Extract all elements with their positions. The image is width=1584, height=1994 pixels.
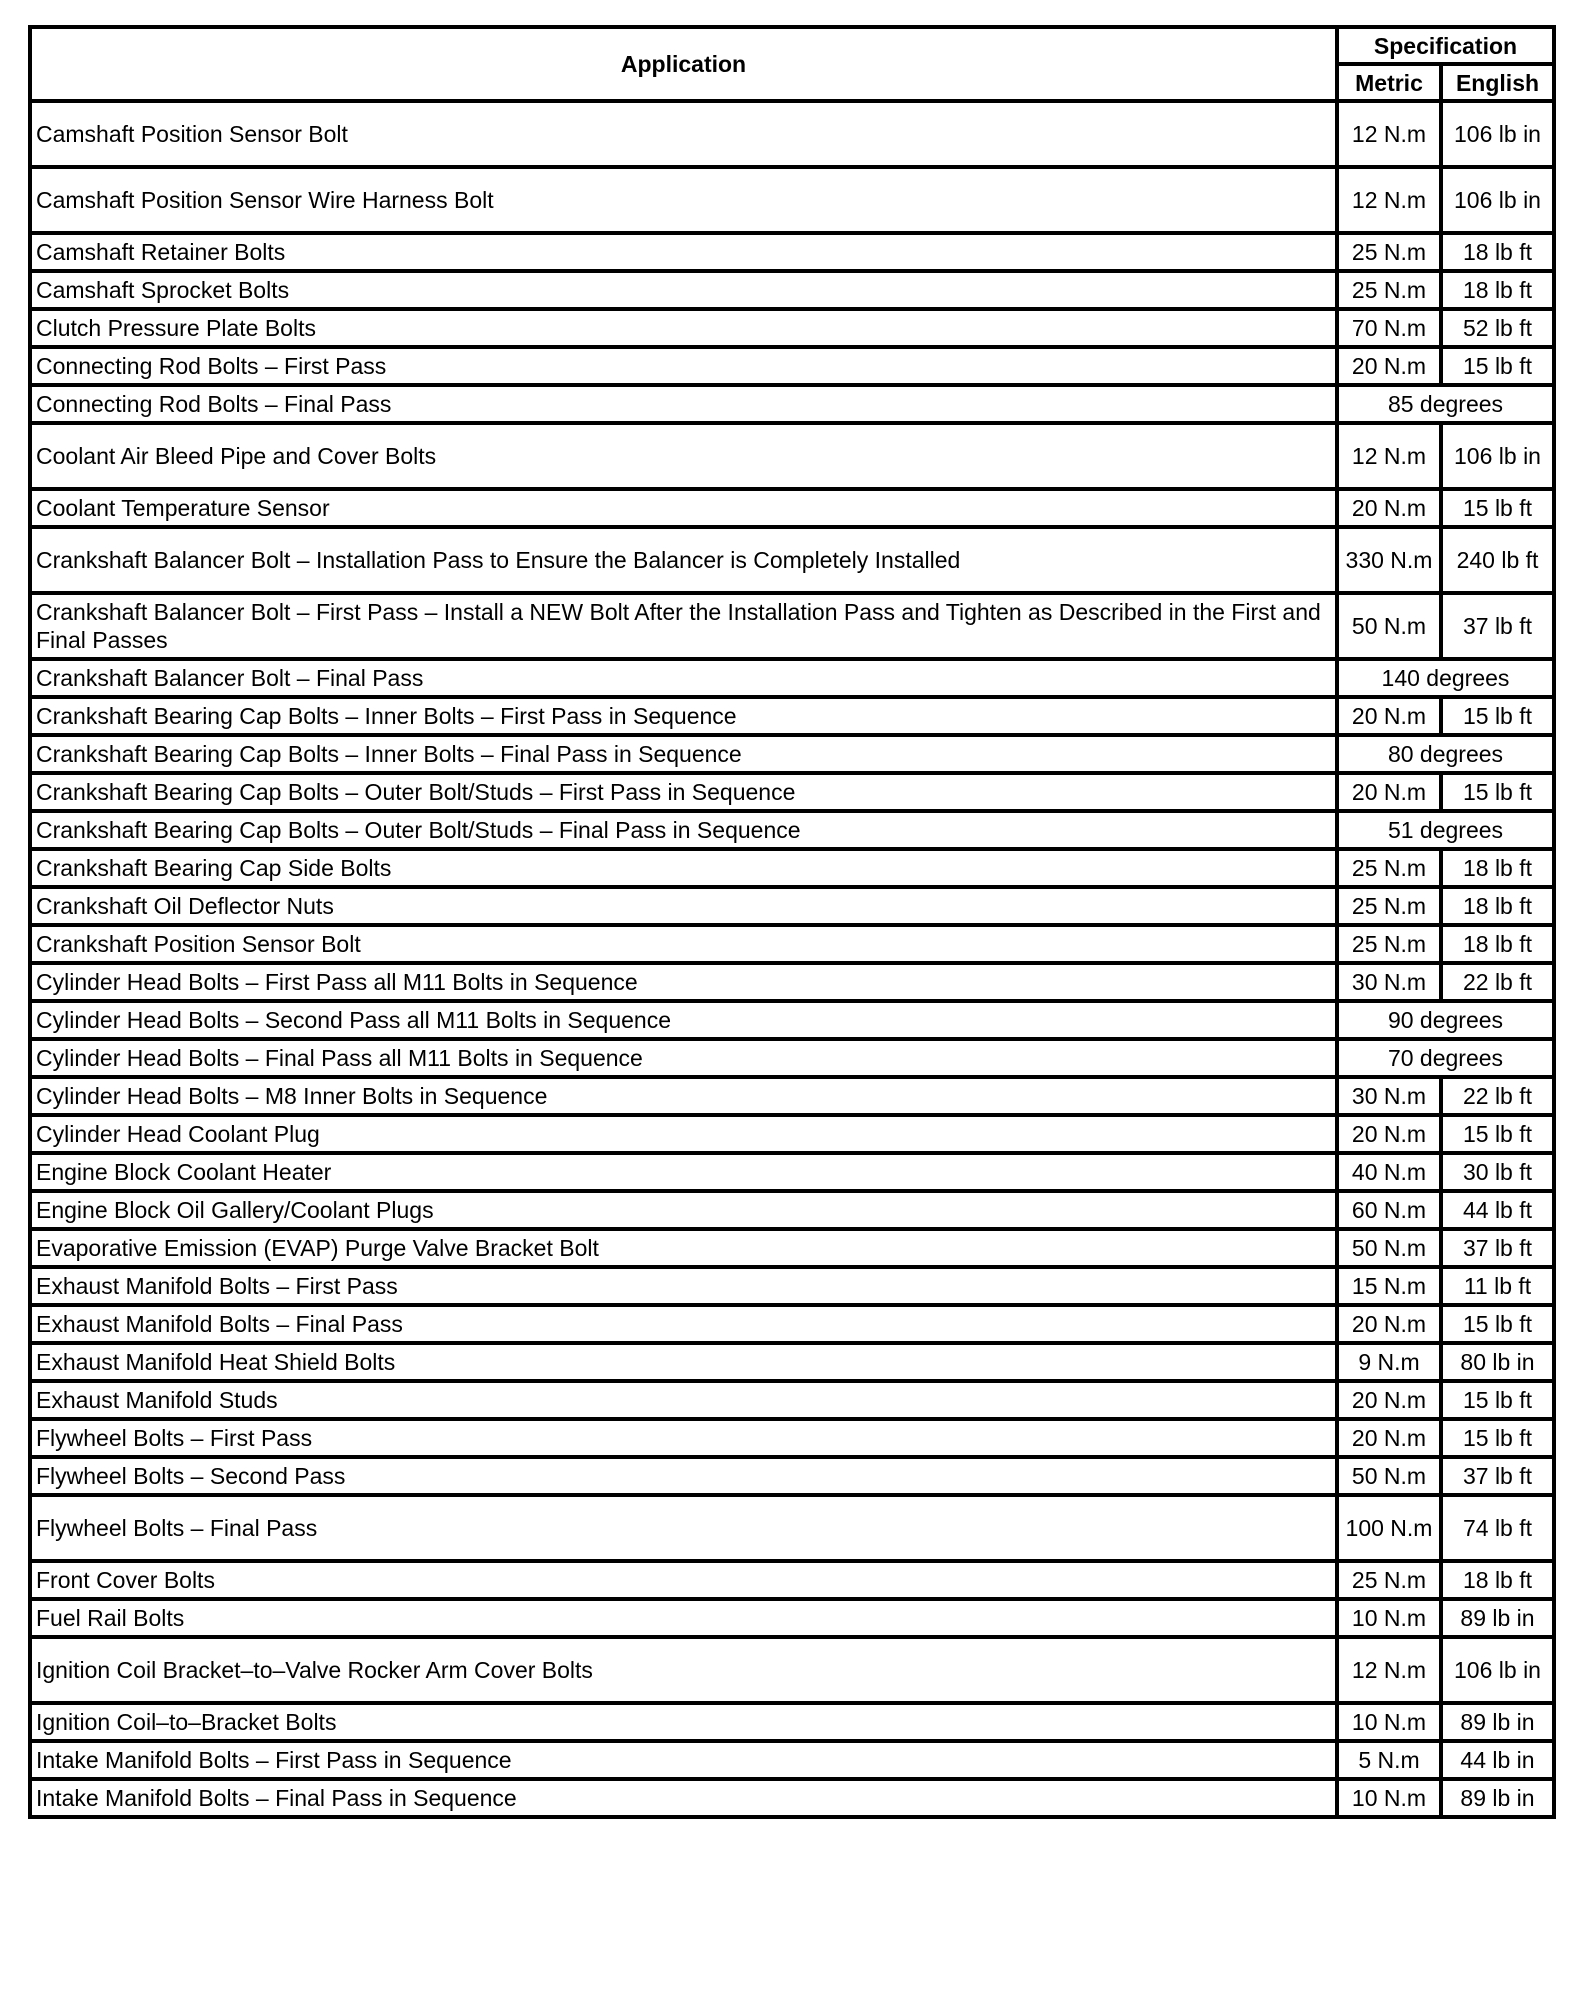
application-cell: Crankshaft Oil Deflector Nuts: [30, 887, 1337, 925]
metric-cell: 10 N.m: [1337, 1703, 1441, 1741]
metric-cell: 9 N.m: [1337, 1343, 1441, 1381]
metric-cell: 20 N.m: [1337, 1419, 1441, 1457]
table-row: [30, 1637, 1554, 1703]
english-cell: 15 lb ft: [1441, 1381, 1554, 1419]
metric-cell: 60 N.m: [1337, 1191, 1441, 1229]
metric-cell: 25 N.m: [1337, 1561, 1441, 1599]
english-cell: 30 lb ft: [1441, 1153, 1554, 1191]
metric-cell: 12 N.m: [1337, 1637, 1441, 1703]
metric-cell: 50 N.m: [1337, 593, 1441, 659]
metric-cell: 20 N.m: [1337, 489, 1441, 527]
metric-cell: 50 N.m: [1337, 1457, 1441, 1495]
application-cell: Crankshaft Bearing Cap Bolts – Inner Bolts – First Pass in Sequence: [30, 697, 1337, 735]
english-cell: 89 lb in: [1441, 1703, 1554, 1741]
table-row: [30, 1599, 1554, 1637]
table-row: [30, 385, 1554, 423]
table-row: [30, 735, 1554, 773]
table-row: [30, 773, 1554, 811]
torque-specification-table: [28, 25, 1556, 1819]
english-cell: 52 lb ft: [1441, 309, 1554, 347]
application-cell: Coolant Temperature Sensor: [30, 489, 1337, 527]
english-cell: 11 lb ft: [1441, 1267, 1554, 1305]
metric-cell: 15 N.m: [1337, 1267, 1441, 1305]
english-cell: 89 lb in: [1441, 1779, 1554, 1817]
english-cell: 80 lb in: [1441, 1343, 1554, 1381]
english-cell: 18 lb ft: [1441, 233, 1554, 271]
application-cell: Cylinder Head Bolts – Second Pass all M11 Bolts in Sequence: [30, 1001, 1337, 1039]
application-cell: Exhaust Manifold Studs: [30, 1381, 1337, 1419]
metric-cell: 10 N.m: [1337, 1599, 1441, 1637]
english-cell: 240 lb ft: [1441, 527, 1554, 593]
table-row: [30, 963, 1554, 1001]
english-cell: 15 lb ft: [1441, 1115, 1554, 1153]
application-cell: Crankshaft Balancer Bolt – Final Pass: [30, 659, 1337, 697]
header-application: Application: [30, 27, 1337, 101]
application-cell: Front Cover Bolts: [30, 1561, 1337, 1599]
header-english: English: [1441, 64, 1554, 101]
metric-cell: 40 N.m: [1337, 1153, 1441, 1191]
english-cell: 37 lb ft: [1441, 1229, 1554, 1267]
table-row: [30, 659, 1554, 697]
table-row: [30, 1191, 1554, 1229]
table-row: [30, 309, 1554, 347]
application-cell: Crankshaft Balancer Bolt – First Pass – Install a NEW Bolt After the Installation Pass and Tighten as Described in the First and Final Passes: [30, 593, 1337, 659]
application-cell: Camshaft Retainer Bolts: [30, 233, 1337, 271]
metric-cell: 330 N.m: [1337, 527, 1441, 593]
application-cell: Crankshaft Bearing Cap Side Bolts: [30, 849, 1337, 887]
application-cell: Cylinder Head Coolant Plug: [30, 1115, 1337, 1153]
table-row: [30, 1077, 1554, 1115]
application-cell: Camshaft Position Sensor Wire Harness Bolt: [30, 167, 1337, 233]
table-body: [30, 101, 1554, 1817]
table-row: [30, 1703, 1554, 1741]
table-row: [30, 527, 1554, 593]
english-cell: 15 lb ft: [1441, 773, 1554, 811]
metric-cell: 25 N.m: [1337, 925, 1441, 963]
metric-cell: 12 N.m: [1337, 423, 1441, 489]
application-cell: Ignition Coil–to–Bracket Bolts: [30, 1703, 1337, 1741]
table-row: [30, 1381, 1554, 1419]
application-cell: Exhaust Manifold Bolts – Final Pass: [30, 1305, 1337, 1343]
table-row: [30, 167, 1554, 233]
application-cell: Flywheel Bolts – Final Pass: [30, 1495, 1337, 1561]
angle-spec-cell: 90 degrees: [1337, 1001, 1554, 1039]
metric-cell: 25 N.m: [1337, 271, 1441, 309]
application-cell: Intake Manifold Bolts – First Pass in Sequence: [30, 1741, 1337, 1779]
metric-cell: 12 N.m: [1337, 167, 1441, 233]
header-specification: Specification: [1337, 27, 1554, 64]
metric-cell: 20 N.m: [1337, 773, 1441, 811]
application-cell: Exhaust Manifold Bolts – First Pass: [30, 1267, 1337, 1305]
english-cell: 89 lb in: [1441, 1599, 1554, 1637]
application-cell: Engine Block Coolant Heater: [30, 1153, 1337, 1191]
table-row: [30, 593, 1554, 659]
english-cell: 18 lb ft: [1441, 887, 1554, 925]
table-row: [30, 1267, 1554, 1305]
application-cell: Cylinder Head Bolts – Final Pass all M11 Bolts in Sequence: [30, 1039, 1337, 1077]
english-cell: 74 lb ft: [1441, 1495, 1554, 1561]
table-row: [30, 697, 1554, 735]
metric-cell: 20 N.m: [1337, 697, 1441, 735]
metric-cell: 20 N.m: [1337, 1305, 1441, 1343]
application-cell: Coolant Air Bleed Pipe and Cover Bolts: [30, 423, 1337, 489]
angle-spec-cell: 140 degrees: [1337, 659, 1554, 697]
application-cell: Engine Block Oil Gallery/Coolant Plugs: [30, 1191, 1337, 1229]
application-cell: Clutch Pressure Plate Bolts: [30, 309, 1337, 347]
application-cell: Cylinder Head Bolts – M8 Inner Bolts in Sequence: [30, 1077, 1337, 1115]
english-cell: 15 lb ft: [1441, 697, 1554, 735]
table-row: [30, 1561, 1554, 1599]
metric-cell: 25 N.m: [1337, 233, 1441, 271]
english-cell: 37 lb ft: [1441, 593, 1554, 659]
application-cell: Crankshaft Position Sensor Bolt: [30, 925, 1337, 963]
english-cell: 44 lb in: [1441, 1741, 1554, 1779]
application-cell: Camshaft Position Sensor Bolt: [30, 101, 1337, 167]
table-row: [30, 1457, 1554, 1495]
table-row: [30, 1001, 1554, 1039]
table-row: [30, 347, 1554, 385]
english-cell: 106 lb in: [1441, 423, 1554, 489]
english-cell: 15 lb ft: [1441, 347, 1554, 385]
header-metric: Metric: [1337, 64, 1441, 101]
english-cell: 18 lb ft: [1441, 925, 1554, 963]
english-cell: 18 lb ft: [1441, 1561, 1554, 1599]
table-row: [30, 925, 1554, 963]
application-cell: Flywheel Bolts – Second Pass: [30, 1457, 1337, 1495]
metric-cell: 30 N.m: [1337, 963, 1441, 1001]
table-row: [30, 423, 1554, 489]
metric-cell: 25 N.m: [1337, 887, 1441, 925]
table-row: [30, 1305, 1554, 1343]
metric-cell: 5 N.m: [1337, 1741, 1441, 1779]
english-cell: 44 lb ft: [1441, 1191, 1554, 1229]
metric-cell: 100 N.m: [1337, 1495, 1441, 1561]
table-row: [30, 1779, 1554, 1817]
english-cell: 22 lb ft: [1441, 963, 1554, 1001]
application-cell: Camshaft Sprocket Bolts: [30, 271, 1337, 309]
english-cell: 106 lb in: [1441, 1637, 1554, 1703]
application-cell: Cylinder Head Bolts – First Pass all M11 Bolts in Sequence: [30, 963, 1337, 1001]
metric-cell: 12 N.m: [1337, 101, 1441, 167]
angle-spec-cell: 70 degrees: [1337, 1039, 1554, 1077]
table-row: [30, 1115, 1554, 1153]
application-cell: Crankshaft Bearing Cap Bolts – Outer Bolt/Studs – First Pass in Sequence: [30, 773, 1337, 811]
english-cell: 37 lb ft: [1441, 1457, 1554, 1495]
english-cell: 18 lb ft: [1441, 849, 1554, 887]
english-cell: 15 lb ft: [1441, 1419, 1554, 1457]
table-row: [30, 233, 1554, 271]
table-row: [30, 101, 1554, 167]
english-cell: 106 lb in: [1441, 101, 1554, 167]
english-cell: 15 lb ft: [1441, 489, 1554, 527]
application-cell: Crankshaft Bearing Cap Bolts – Inner Bolts – Final Pass in Sequence: [30, 735, 1337, 773]
metric-cell: 70 N.m: [1337, 309, 1441, 347]
metric-cell: 20 N.m: [1337, 1115, 1441, 1153]
table-row: [30, 1419, 1554, 1457]
application-cell: Evaporative Emission (EVAP) Purge Valve Bracket Bolt: [30, 1229, 1337, 1267]
angle-spec-cell: 51 degrees: [1337, 811, 1554, 849]
table-row: [30, 849, 1554, 887]
english-cell: 15 lb ft: [1441, 1305, 1554, 1343]
metric-cell: 10 N.m: [1337, 1779, 1441, 1817]
table-row: [30, 489, 1554, 527]
english-cell: 106 lb in: [1441, 167, 1554, 233]
angle-spec-cell: 80 degrees: [1337, 735, 1554, 773]
application-cell: Ignition Coil Bracket–to–Valve Rocker Arm Cover Bolts: [30, 1637, 1337, 1703]
metric-cell: 50 N.m: [1337, 1229, 1441, 1267]
angle-spec-cell: 85 degrees: [1337, 385, 1554, 423]
application-cell: Flywheel Bolts – First Pass: [30, 1419, 1337, 1457]
table-row: [30, 811, 1554, 849]
table-row: [30, 1039, 1554, 1077]
metric-cell: 20 N.m: [1337, 347, 1441, 385]
english-cell: 18 lb ft: [1441, 271, 1554, 309]
metric-cell: 20 N.m: [1337, 1381, 1441, 1419]
application-cell: Intake Manifold Bolts – Final Pass in Sequence: [30, 1779, 1337, 1817]
english-cell: 22 lb ft: [1441, 1077, 1554, 1115]
application-cell: Fuel Rail Bolts: [30, 1599, 1337, 1637]
table-row: [30, 271, 1554, 309]
table-row: [30, 887, 1554, 925]
metric-cell: 30 N.m: [1337, 1077, 1441, 1115]
application-cell: Crankshaft Balancer Bolt – Installation Pass to Ensure the Balancer is Completely Installed: [30, 527, 1337, 593]
application-cell: Exhaust Manifold Heat Shield Bolts: [30, 1343, 1337, 1381]
application-cell: Crankshaft Bearing Cap Bolts – Outer Bolt/Studs – Final Pass in Sequence: [30, 811, 1337, 849]
table-row: [30, 1153, 1554, 1191]
table-row: [30, 1741, 1554, 1779]
metric-cell: 25 N.m: [1337, 849, 1441, 887]
table-row: [30, 1495, 1554, 1561]
table-row: [30, 1343, 1554, 1381]
table-row: [30, 1229, 1554, 1267]
table-header: [30, 27, 1554, 101]
application-cell: Connecting Rod Bolts – Final Pass: [30, 385, 1337, 423]
application-cell: Connecting Rod Bolts – First Pass: [30, 347, 1337, 385]
